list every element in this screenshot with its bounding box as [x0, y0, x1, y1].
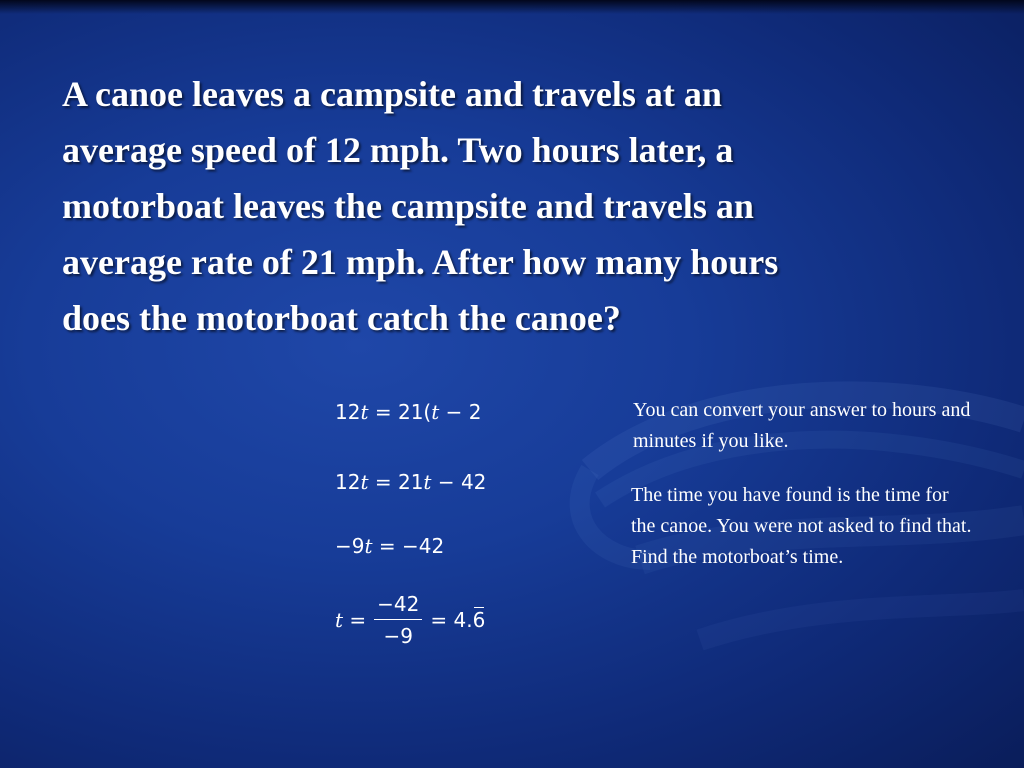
equation-step-3 [335, 534, 444, 558]
note-convert-answer: You can convert your answer to hours and minutes if you like. [633, 399, 971, 452]
problem-statement: A canoe leaves a campsite and travels at an average speed of 12 mph. Two hours later, a motorboat leaves the campsite and travels an average rate of 21 mph. After how many hours does the motorboat catch the canoe? [62, 74, 779, 338]
equation-step-1 [335, 400, 481, 424]
eq4-var: t [335, 608, 344, 632]
eq1-var2: t [431, 400, 440, 424]
eq3-lhs: −9 [335, 534, 365, 558]
eq2-rhs: − 42 [431, 470, 487, 494]
eq1-rhs: − 2 [439, 400, 482, 424]
eq3-var: t [364, 534, 373, 558]
fraction-numerator: −42 [374, 592, 422, 620]
fraction-denominator: −9 [383, 624, 414, 648]
eq2-lhs: 12 [335, 470, 361, 494]
eq2-var: t [360, 470, 369, 494]
eq4-equals: = [343, 608, 367, 632]
eq1-mid: = 21( [368, 400, 432, 424]
note-wrong-time: The time you have found is the time for the canoe. You were not asked to find that. Find the motorboat’s time. [631, 484, 972, 568]
equation-step-2 [335, 470, 486, 494]
eq1-var: t [360, 400, 369, 424]
equation-step-4 [335, 592, 485, 648]
fraction [374, 592, 422, 648]
eq2-var2: t [423, 470, 432, 494]
eq2-mid: = 21 [368, 470, 424, 494]
eq1-lhs: 12 [335, 400, 361, 424]
eq4-result-prefix: = 4. [430, 608, 473, 632]
eq3-rhs: = −42 [372, 534, 445, 558]
repeating-digit: 6 [472, 608, 486, 632]
